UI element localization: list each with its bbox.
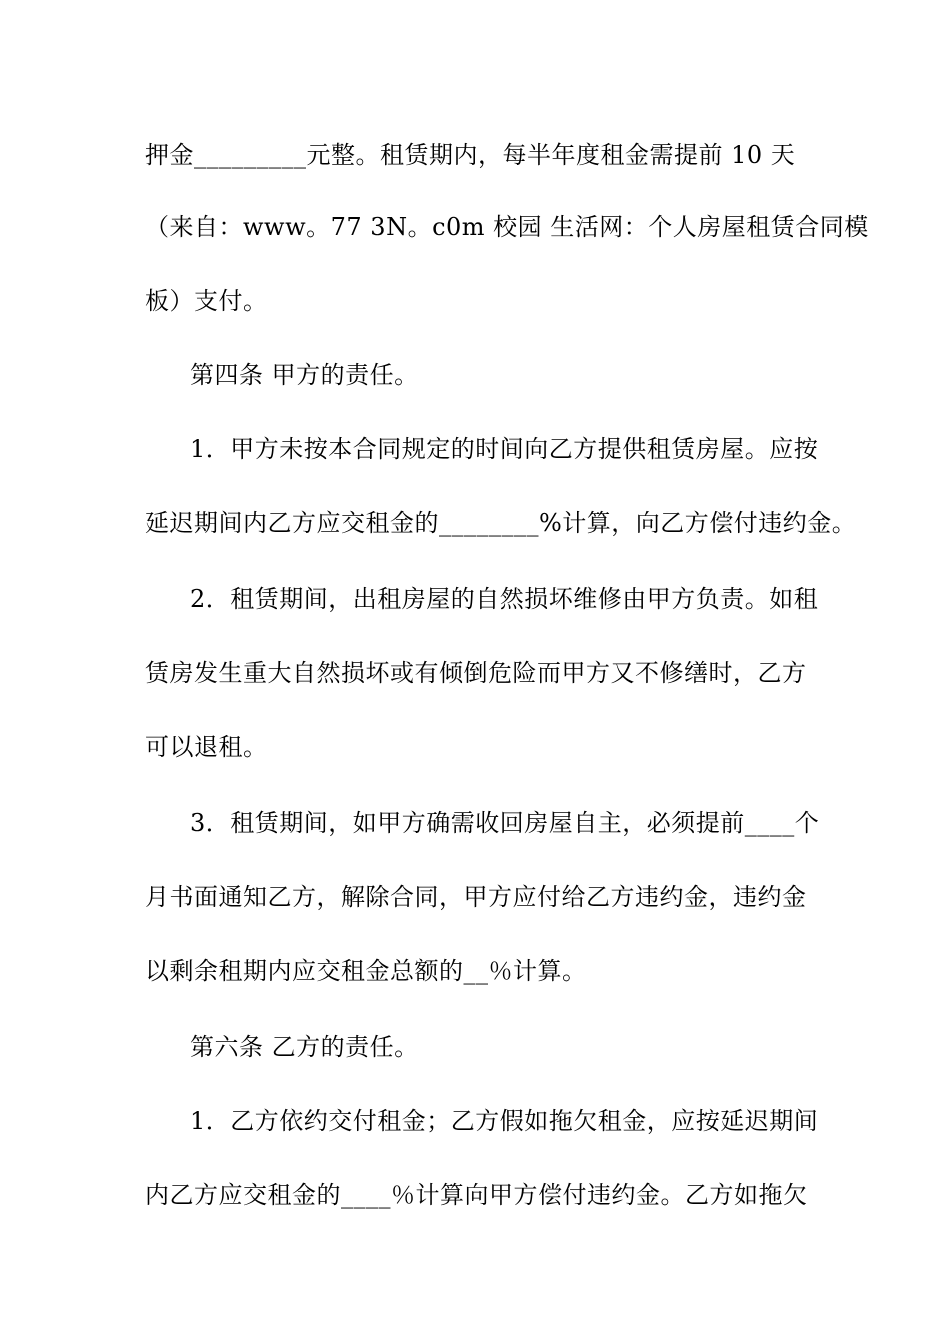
text-line: 板）支付。 (145, 287, 268, 315)
text-line: 2．租赁期间，出租房屋的自然损坏维修由甲方负责。如租 (190, 585, 819, 613)
text-line: 1．甲方未按本合同规定的时间向乙方提供租赁房屋。应按 (190, 435, 819, 463)
text-line: 1．乙方依约交付租金；乙方假如拖欠租金，应按延迟期间 (190, 1107, 819, 1135)
text-line: 内乙方应交租金的____％计算向甲方偿付违约金。乙方如拖欠 (145, 1181, 808, 1209)
text-line: 押金_________元整。租赁期内，每半年度租金需提前 10 天 (145, 141, 796, 169)
text-line: （来自：www。77 3N。c0m 校园 生活网：个人房屋租赁合同模 (145, 213, 869, 241)
text-line: 可以退租。 (145, 733, 268, 761)
text-line: 月书面通知乙方，解除合同，甲方应付给乙方违约金，违约金 (145, 883, 807, 911)
section-heading: 第四条 甲方的责任。 (190, 361, 419, 389)
text-line: 延迟期间内乙方应交租金的________%计算，向乙方偿付违约金。 (145, 509, 857, 537)
text-line: 以剩余租期内应交租金总额的__％计算。 (145, 957, 587, 985)
text-line: 3．租赁期间，如甲方确需收回房屋自主，必须提前____个 (190, 809, 820, 837)
section-heading: 第六条 乙方的责任。 (190, 1033, 419, 1061)
text-line: 赁房发生重大自然损坏或有倾倒危险而甲方又不修缮时，乙方 (145, 659, 807, 687)
